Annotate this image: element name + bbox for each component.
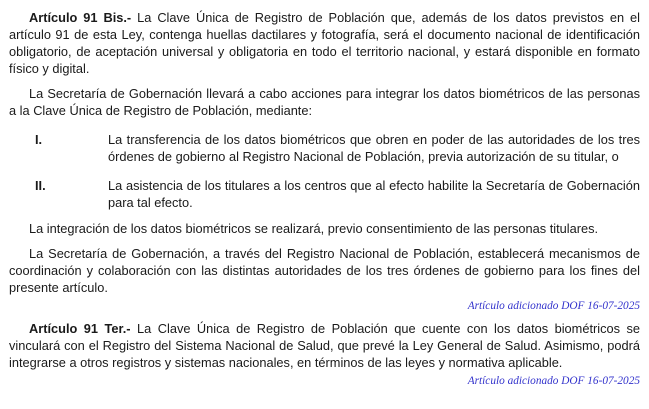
fraction-2-text: La asistencia de los titulares a los centros que al efecto habilite la Secretaría de Gobernación para tal efecto. <box>108 178 640 210</box>
fraction-item-2 <box>9 177 640 211</box>
article-91bis-paragraph-3: La integración de los datos biométricos se realizará, previo consentimiento de las personas titulares. <box>29 221 599 236</box>
article-91bis-body-text: La Clave Única de Registro de Población que, además de los datos previstos en el artículo 91 de esta Ley, contenga huellas dactilares y fotografía, será el documento nacional de identificación obligatorio, de aceptación universal y obligatoria en todo el territorio nacional, y estará disponible en formato físico y digital. <box>9 10 641 76</box>
fraction-1-text: La transferencia de los datos biométricos que obren en poder de las autoridades de los tres órdenes de gobierno al Registro Nacional de Población, previa autorización de su titular, o <box>108 132 640 164</box>
fraction-item-1 <box>9 131 640 165</box>
article-91bis-paragraph-1 <box>9 9 640 77</box>
article-91ter-body-text: La Clave Única de Registro de Población que cuente con los datos biométricos se vinculará con el Registro del Sistema Nacional de Salud, que prevé la Ley General de Salud. Asimismo, podrá integrarse a otros registros y sistemas nacionales, en términos de las leyes y normativa aplicable. <box>9 321 641 370</box>
article-91bis-label: Artículo 91 Bis.- <box>29 10 132 25</box>
article-91bis-paragraph-2: La Secretaría de Gobernación llevará a cabo acciones para integrar los datos biométricos de las personas a la Clave Única de Registro de Población, mediante: <box>9 86 640 118</box>
article-91ter-label: Artículo 91 Ter.- <box>29 321 131 336</box>
fraction-1-numeral: I. <box>35 132 43 147</box>
article-91ter-dof-annotation: Artículo adicionado DOF 16-07-2025 <box>467 375 640 387</box>
article-91ter-paragraph-1 <box>9 320 640 371</box>
article-91bis-paragraph-4: La Secretaría de Gobernación, a través del Registro Nacional de Población, establecerá mecanismos de coordinación y colaboración con las distintas autoridades de los tres órdenes de gobierno para los fines del presente artículo. <box>9 246 640 295</box>
fraction-2-numeral: II. <box>35 178 46 193</box>
article-91bis-dof-annotation: Artículo adicionado DOF 16-07-2025 <box>467 300 640 312</box>
